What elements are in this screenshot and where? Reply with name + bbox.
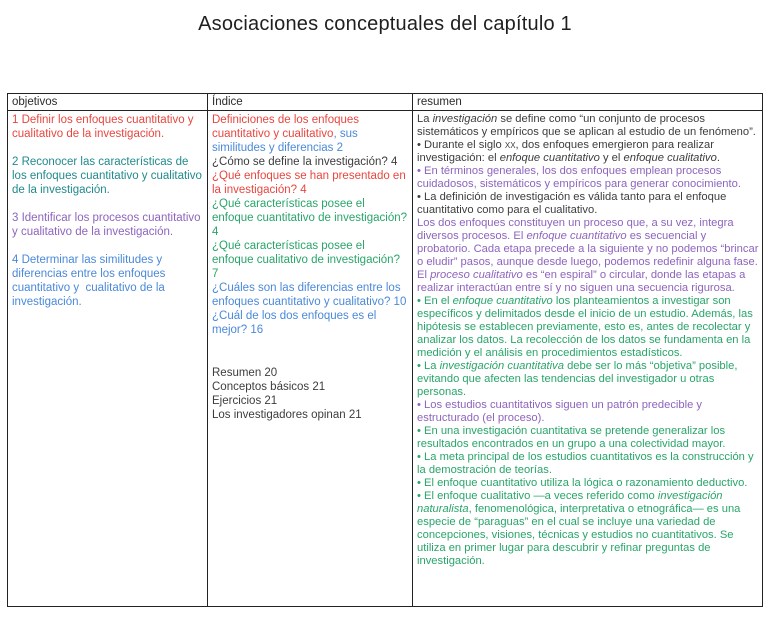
text-segment: , fenomenológica, interpretativa o etnográfica— es una especie de “paraguas” en el cual se incluye una variedad de concepciones, visiones, técnicas y estudios no cuantitativos. Se utiliza en primer lugar para descubrir y refinar preguntas de investigación. — [417, 503, 744, 567]
text-segment: se define como “un conjunto de procesos sistemáticos y empíricos que se aplican al estudio de un fenómeno”. — [417, 113, 756, 138]
text-segment: . — [716, 152, 720, 164]
objetivo-item — [12, 113, 204, 141]
text-segment: debe ser lo más “objetiva” posible, evitando que afecten las tendencias del investigador u otras personas. — [417, 360, 741, 398]
text-segment: investigación naturalista — [417, 490, 726, 515]
text-segment: • La meta principal de los estudios cuantitativos es la construcción y la demostración de teorías. — [417, 451, 757, 476]
text-segment: ¿Cuáles son las diferencias entre los enfoques cuantitativo y cualitativo? 10 — [212, 282, 407, 308]
column-header-objetivos: objetivos — [8, 94, 208, 111]
indice-item — [212, 197, 409, 239]
text-segment: enfoque cuantitativo — [452, 295, 553, 307]
text-segment: • En términos generales, los dos enfoques emplean procesos cuidadosos, sistemáticos y empíricos para generar conocimiento. — [417, 165, 741, 190]
objetivo-item — [12, 211, 204, 239]
text-segment: , sus similitudes y diferencias 2 — [212, 128, 361, 154]
indice-item — [212, 239, 409, 281]
text-segment: 4 Determinar las similitudes y diferencias entre los enfoques cuantitativo y cualitativo de la investigación. — [12, 254, 169, 308]
text-segment: 3 Identificar los procesos cuantitativo y cualitativo de la investigación. — [12, 212, 204, 238]
page-title: Asociaciones conceptuales del capítulo 1 — [198, 13, 572, 35]
text-segment: • Los estudios cuantitativos siguen un patrón predecible y estructurado (el proceso). — [417, 399, 706, 424]
indice-item — [212, 408, 409, 422]
objetivo-item — [12, 155, 204, 197]
conceptual-associations-table — [7, 93, 763, 607]
resumen-paragraph — [417, 165, 759, 191]
resumen-paragraph — [417, 399, 759, 425]
text-segment: investigación cuantitativa — [439, 360, 564, 372]
indice-item — [212, 169, 409, 197]
text-segment: • Durante el siglo — [417, 139, 505, 151]
text-segment: Los dos enfoques constituyen un proceso que, a su vez, integra diversos procesos. El — [417, 217, 737, 242]
text-segment: • El enfoque cuantitativo utiliza la lógica o razonamiento deductivo. — [417, 477, 748, 489]
text-segment: La — [417, 113, 433, 125]
text-segment: • En una investigación cuantitativa se pretende generalizar los resultados encontrados en un grupo a una colectividad mayor. — [417, 425, 729, 450]
resumen-paragraph — [417, 139, 759, 165]
indice-item — [212, 113, 409, 155]
column-header-resumen: resumen — [413, 94, 762, 111]
text-segment: y el — [599, 152, 624, 164]
text-segment: enfoque cuantitativo — [526, 230, 627, 242]
text-segment: Resumen 20 — [212, 367, 278, 379]
text-segment: Los investigadores opinan 21 — [212, 409, 362, 421]
text-segment: • El enfoque cualitativo —a veces referido como — [417, 490, 658, 502]
text-segment: • La definición de investigación es válida tanto para el enfoque cuantitativo como para el cualitativo. — [417, 191, 730, 216]
indice-item — [212, 309, 409, 337]
text-segment: 2 Reconocer las características de los enfoques cuantitativo y cualitativo de la investigación. — [12, 156, 206, 196]
resumen-paragraph — [417, 490, 759, 568]
indice-item — [212, 281, 409, 309]
text-segment: enfoque cuantitativo — [499, 152, 600, 164]
text-segment: Ejercicios 21 — [212, 395, 278, 407]
resumen-column — [413, 111, 762, 606]
resumen-paragraph — [417, 360, 759, 399]
text-segment: investigación — [432, 113, 498, 125]
text-segment: ¿Cómo se define la investigación? 4 — [212, 156, 398, 168]
resumen-paragraph — [417, 425, 759, 451]
indice-item — [212, 155, 409, 169]
text-segment: es secuencial y probatorio. Cada etapa precede a la siguiente y no podemos “brincar o eludir” pasos, aunque desde luego, podemos redefinir alguna fase. El — [417, 230, 762, 281]
text-segment: ¿Qué características posee el enfoque cuantitativo de investigación? 4 — [212, 198, 411, 238]
text-segment: ¿Qué características posee el enfoque cualitativo de investigación? 7 — [212, 240, 404, 280]
indice-column — [208, 111, 413, 606]
text-segment: • La — [417, 360, 440, 372]
text-segment: proceso cualitativo — [430, 269, 523, 281]
resumen-paragraph — [417, 113, 759, 139]
text-segment: Definiciones de los enfoques cuantitativo y cualitativo — [212, 114, 363, 140]
indice-item — [212, 394, 409, 408]
text-segment: ¿Cuál de los dos enfoques es el mejor? 16 — [212, 310, 380, 336]
text-segment: 1 Definir los enfoques cuantitativo y cualitativo de la investigación. — [12, 114, 197, 140]
indice-item — [212, 366, 409, 380]
resumen-paragraph — [417, 295, 759, 360]
text-segment: , dos enfoques emergieron para realizar investigación: el — [417, 139, 718, 164]
indice-item — [212, 380, 409, 394]
column-header-indice: Índice — [208, 94, 413, 111]
text-segment: • En el — [417, 295, 453, 307]
resumen-paragraph — [417, 451, 759, 477]
resumen-paragraph — [417, 477, 759, 490]
text-segment: es “en espiral” o circular, donde las etapas a realizar interactúan entre sí y no siguen una secuencia rigurosa. — [417, 269, 749, 294]
text-segment: enfoque cualitativo — [623, 152, 717, 164]
text-segment: los planteamientos a investigar son específicos y delimitados desde el inicio de un estudio. Además, las hipótesis se establecen previamente, esto es, antes de recolectar y analizar los datos. La recolección de los datos se fundamenta en la medición y el análisis en procedimientos estadísticos. — [417, 295, 756, 359]
text-segment: Conceptos básicos 21 — [212, 381, 326, 393]
text-segment: xx — [504, 139, 516, 151]
text-segment: ¿Qué enfoques se han presentado en la investigación? 4 — [212, 170, 409, 196]
resumen-paragraph — [417, 217, 762, 295]
objetivos-column — [8, 111, 208, 606]
resumen-paragraph — [417, 191, 759, 217]
objetivo-item — [12, 253, 204, 309]
